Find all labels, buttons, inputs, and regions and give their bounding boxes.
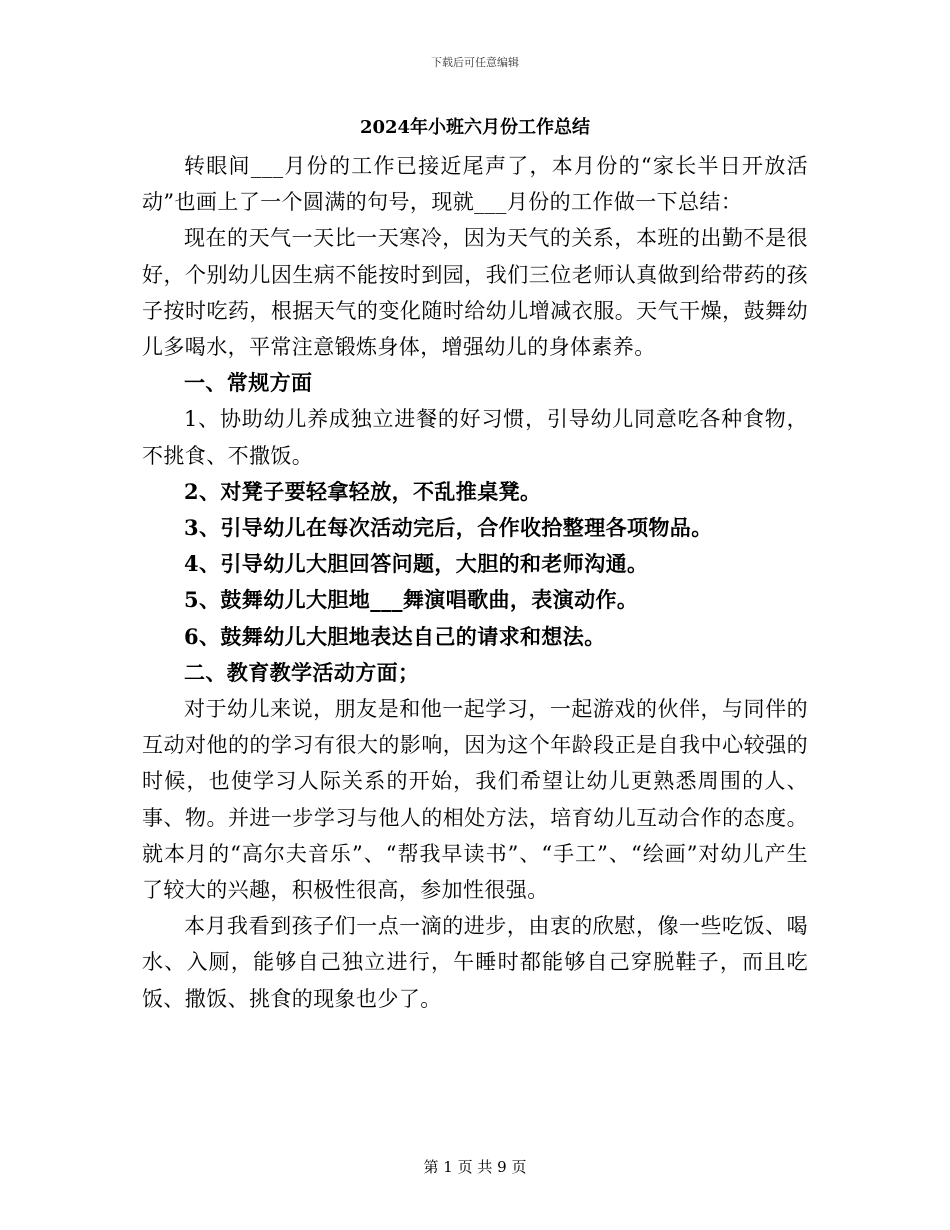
document-body <box>142 112 808 1017</box>
list-item-4: 4、引导幼儿大胆回答问题，大胆的和老师沟通。 <box>184 551 649 577</box>
list-item-6: 6、鼓舞幼儿大胆地表达自己的请求和想法。 <box>184 623 606 649</box>
header-note: 下载后可任意编辑 <box>431 56 519 69</box>
paragraph-2: 现在的天气一天比一天寒冷，因为天气的关系，本班的出勤不是很好，个别幼儿因生病不能按时到园，我们三位老师认真做到给带药的孩子按时吃药，根据天气的变化随时给幼儿增减衣服。天气干燥，鼓舞幼儿多喝水，平常注意锻炼身体，增强幼儿的身体素养。 <box>142 226 808 360</box>
paragraph-1: 转眼间___月份的工作已接近尾声了，本月份的“家长半日开放活动”也画上了一个圆满的句号，现就___月份的工作做一下总结： <box>142 154 808 215</box>
paragraph-education: 对于幼儿来说，朋友是和他一起学习，一起游戏的伙伴，与同伴的互动对他的的学习有很大的影响，因为这个年龄段正是自我中心较强的时候，也使学习人际关系的开始，我们希望让幼儿更熟悉周围的人、事、物。并进一步学习与他人的相处方法，培育幼儿互动合作的态度。就本月的“高尔夫音乐”、“帮我早读书”、“手工”、“绘画”对幼儿产生了较大的兴趣，积极性很高，参加性很强。 <box>142 697 808 903</box>
list-item-1: 1、协助幼儿养成独立进餐的好习惯，引导幼儿同意吃各种食物，不挑食、不撒饭。 <box>142 407 808 468</box>
list-item-2: 2、对凳子要轻拿轻放，不乱推桌凳。 <box>184 478 542 504</box>
section-heading-education: 二、教育教学活动方面； <box>184 659 420 685</box>
section-heading-routine: 一、常规方面 <box>184 370 313 396</box>
paragraph-progress: 本月我看到孩子们一点一滴的进步，由衷的欣慰，像一些吃饭、喝水、入厕，能够自己独立进行，午睡时都能够自己穿脱鞋子，而且吃饭、撒饭、挑食的现象也少了。 <box>142 914 808 1011</box>
page-number: 第 1 页 共 9 页 <box>423 1158 527 1176</box>
list-item-5: 5、鼓舞幼儿大胆地___舞演唱歌曲，表演动作。 <box>184 587 639 613</box>
list-item-3: 3、引导幼儿在每次活动完后，合作收拾整理各项物品。 <box>184 515 713 541</box>
document-title: 2024年小班六月份工作总结 <box>359 117 591 138</box>
